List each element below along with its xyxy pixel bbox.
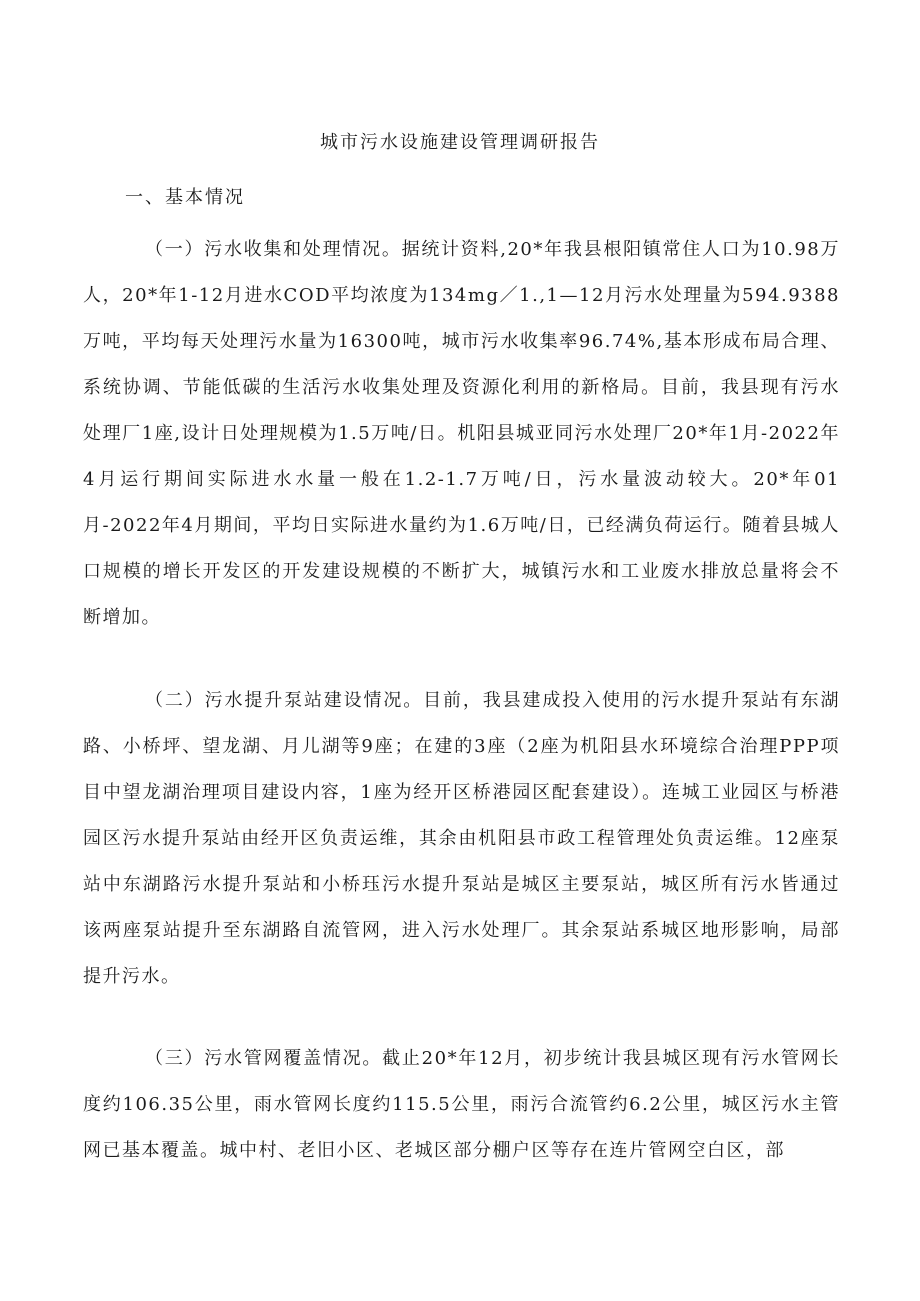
paragraph-pump-stations: （二）污水提升泵站建设情况。目前，我县建成投入使用的污水提升泵站有东湖路、小桥坪、望龙湖、月儿湖等9座；在建的3座（2座为机阳县水环境综合治理PPP项目中望龙湖治理项目建设内容，1座为经开区桥港园区配套建设）。连城工业园区与桥港园区污水提升泵站由经开区负责运维，其余由机阳县市政工程管理处负责运维。12座泵站中东湖路污水提升泵站和小桥珏污水提升泵站是城区主要泵站，城区所有污水皆通过该两座泵站提升至东湖路自流管网，进入污水处理厂。其余泵站系城区地形影响，局部提升污水。 (83, 690, 840, 987)
paragraph-sewage-collection: （一）污水收集和处理情况。据统计资料,20*年我县根阳镇常住人口为10.98万人，20*年1-12月进水COD平均浓度为134mg／1.,1—12月污水处理量为594.9388万吨，平均每天处理污水量为16300吨，城市污水收集率96.74%,基本形成布局合理、系统协调、节能低碳的生活污水收集处理及资源化利用的新格局。目前，我县现有污水处理厂1座,设计日处理规模为1.5万吨/日。机阳县城亚同污水处理厂20*年1月-2022年4月运行期间实际进水水量一般在1.2-1.7万吨/日，污水量波动较大。20*年01月-2022年4月期间，平均日实际进水量约为1.6万吨/日，已经满负荷运行。随着县城人口规模的增长开发区的开发建设规模的不断扩大，城镇污水和工业废水排放总量将会不断增加。 (83, 239, 841, 628)
paragraph-pipe-network: （三）污水管网覆盖情况。截止20*年12月，初步统计我县城区现有污水管网长度约106.35公里，雨水管网长度约115.5公里，雨污合流管约6.2公里，城区污水主管网已基本覆盖。城中村、老旧小区、老城区部分棚户区等存在连片管网空白区，部 (83, 1048, 840, 1161)
document-title: 城市污水设施建设管理调研报告 (320, 132, 600, 153)
section-heading-basic-situation: 一、基本情况 (125, 187, 245, 208)
